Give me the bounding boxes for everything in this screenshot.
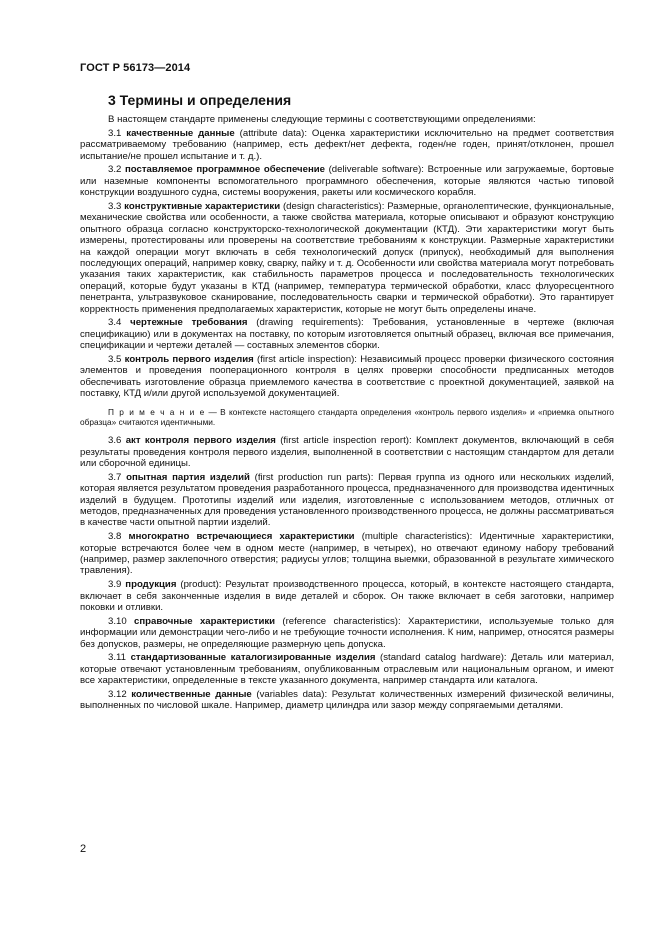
term-text: (design characteristics): Размерные, органолептические, функциональные, механические свойства или особенности, а также свойства материала, которые описывают и образуют конструкцию опытного образца согласно конструкторско-технологической документации (КТД). Эти характеристики могут быть измерены, протестированы или проверены на соответствие требованиям к конструкции. Размерные характеристики на каждой операции могут включать в себя технологический допуск (припуск), необходимый для выполнения последующих операций, например ковку, сварку, пайку и т. д. Особенности или свойства материала могут потребовать указания таких характеристик, как стабильность параметров процесса и последовательность технологических операций, которые будут указаны в КТД (например, температура термической обработки, класс флуоресцентного пенетранта, ультразвуковое сканирование, последовательность сварки и термической обработки). Это гарантирует корректность применения предполагаемых характеристик, которые не могут быть определены иначе. bbox=[80, 201, 614, 315]
term-text: (attribute data): Оценка характеристики исключительно на предмет соответствия рассматриваемому требованию (например, есть дефект/нет дефекта, годен/не годен, принят/отклонен, прошел испытание/не прошел испытание и т. д.). bbox=[80, 127, 614, 162]
note-text: — В контексте настоящего стандарта определения «контроль первого изделия» и «приемка опытного образца» считаются идентичными. bbox=[80, 406, 614, 427]
term-number: 3.2 bbox=[108, 164, 122, 176]
term-text: (first article inspection report): Комплект документов, включающий в себя результаты проведения контроля первого изделия, выполненной в соответствии с настоящим стандартом для детали или сборочной единицы. bbox=[80, 435, 614, 469]
note-label: П р и м е ч а н и е bbox=[108, 406, 206, 417]
term-list-continued bbox=[80, 435, 614, 712]
term-number: 3.12 bbox=[108, 688, 127, 700]
term-number: 3.3 bbox=[108, 201, 122, 213]
term-text: (first article inspection): Независимый процесс проверки физического состояния элементов и проведения пооперационного контроля в целях проверки способности предписанных методов обеспечивать изготовление образца приемлемого качества в соответствие с проектной документацией, заявкой на поставку, КТД и/или другой используемой документацией. bbox=[80, 354, 615, 400]
term-name: стандартизованные каталогизированные изделия bbox=[130, 652, 376, 664]
term-text: (multiple characteristics): Идентичные характеристики, которые встречаются более чем в одном месте (например, в четырех), но отвечают единому набору требований (например, размер заклепочного отверстия; радиусы углов; толщина выемки, образованной в результате химического травления). bbox=[80, 531, 615, 577]
term-number: 3.4 bbox=[108, 317, 122, 329]
section-title: 3 Термины и определения bbox=[108, 92, 292, 108]
term-name: многократно встречающиеся характеристики bbox=[128, 531, 355, 543]
term-definition bbox=[80, 164, 614, 198]
term-text: (product): Результат производственного процесса, который, в контексте настоящего стандарта, включает в себя законченные изделия в виде деталей и сборок. Он также включает в себя заготовки, например поковки и отливки. bbox=[80, 579, 614, 613]
term-number: 3.10 bbox=[108, 615, 127, 627]
term-definition bbox=[80, 201, 614, 315]
section-content bbox=[80, 114, 614, 714]
term-name: контроль первого изделия bbox=[124, 354, 254, 366]
term-text: (first production run parts): Первая группа из одного или нескольких изделий, которая является результатом проведения разработанного процесса, предназначенного для производства идентичных изделий в будущем. Прототипы изделий или изделия, изготовленные с использованием методов, отличных от методов, предназначенных для проведения установленного производственного процесса, не должны рассматриваться в качестве части опытной партии изделий. bbox=[80, 471, 614, 529]
term-number: 3.1 bbox=[108, 127, 122, 139]
document-id: ГОСТ Р 56173—2014 bbox=[80, 62, 191, 74]
term-definition bbox=[80, 616, 614, 650]
term-definition bbox=[80, 689, 614, 712]
term-definition bbox=[80, 317, 614, 351]
term-name: опытная партия изделий bbox=[126, 471, 250, 483]
term-name: продукция bbox=[125, 579, 177, 591]
term-text: (reference characteristics): Характеристики, используемые только для информации или демонстрации чего-либо и не требующие точности исполнения. К ним, например, относятся размеры без допусков, размеры, не определяющие размерную цепь допуска. bbox=[80, 615, 615, 650]
term-name: конструктивные характеристики bbox=[124, 201, 281, 213]
term-name: качественные данные bbox=[126, 127, 235, 139]
term-definition bbox=[80, 435, 614, 469]
term-definition bbox=[80, 128, 614, 162]
term-definition bbox=[80, 354, 614, 400]
term-name: чертежные требования bbox=[130, 317, 248, 329]
term-name: поставляемое программное обеспечение bbox=[124, 164, 325, 176]
term-number: 3.5 bbox=[108, 354, 122, 366]
term-definition bbox=[80, 531, 614, 577]
note bbox=[80, 407, 614, 427]
term-list bbox=[80, 128, 614, 400]
term-text: (standard catalog hardware): Деталь или материал, которые отвечают установленным требованиям, опубликованным отраслевым или национальным органом, и имеют все характеристики, определенные в тексте указанного документа, например стандарта или каталога. bbox=[80, 652, 614, 687]
term-number: 3.8 bbox=[108, 531, 122, 543]
section-intro: В настоящем стандарте применены следующие термины с соответствующими определениями: bbox=[108, 114, 536, 125]
term-text: (variables data): Результат количественных измерений физической величины, выполненных по числовой шкале. Например, диаметр цилиндра или зазор между сопрягаемыми деталями. bbox=[80, 688, 614, 712]
term-name: количественные данные bbox=[131, 688, 252, 700]
term-number: 3.6 bbox=[108, 435, 122, 447]
term-definition bbox=[80, 472, 614, 529]
term-name: акт контроля первого изделия bbox=[125, 435, 276, 447]
term-definition bbox=[80, 579, 614, 613]
term-text: (deliverable software): Встроенные или загружаемые, бортовые или наземные компоненты вспомогательного программного обеспечения, которые являются частью типовой конструкции воздушного судна, системы вооружения, ракеты или космического корабля. bbox=[80, 164, 615, 199]
term-number: 3.11 bbox=[108, 652, 126, 664]
term-number: 3.7 bbox=[108, 471, 122, 483]
term-name: справочные характеристики bbox=[134, 615, 276, 627]
page-number: 2 bbox=[80, 843, 87, 855]
term-number: 3.9 bbox=[108, 579, 122, 591]
term-text: (drawing requirements): Требования, установленные в чертеже (включая спецификацию) или в документах на поставку, по которым изготовляется опытный образец, включая все примечания, спецификации и чертежи деталей — составных элементов сборки. bbox=[80, 317, 614, 352]
term-definition bbox=[80, 652, 614, 686]
